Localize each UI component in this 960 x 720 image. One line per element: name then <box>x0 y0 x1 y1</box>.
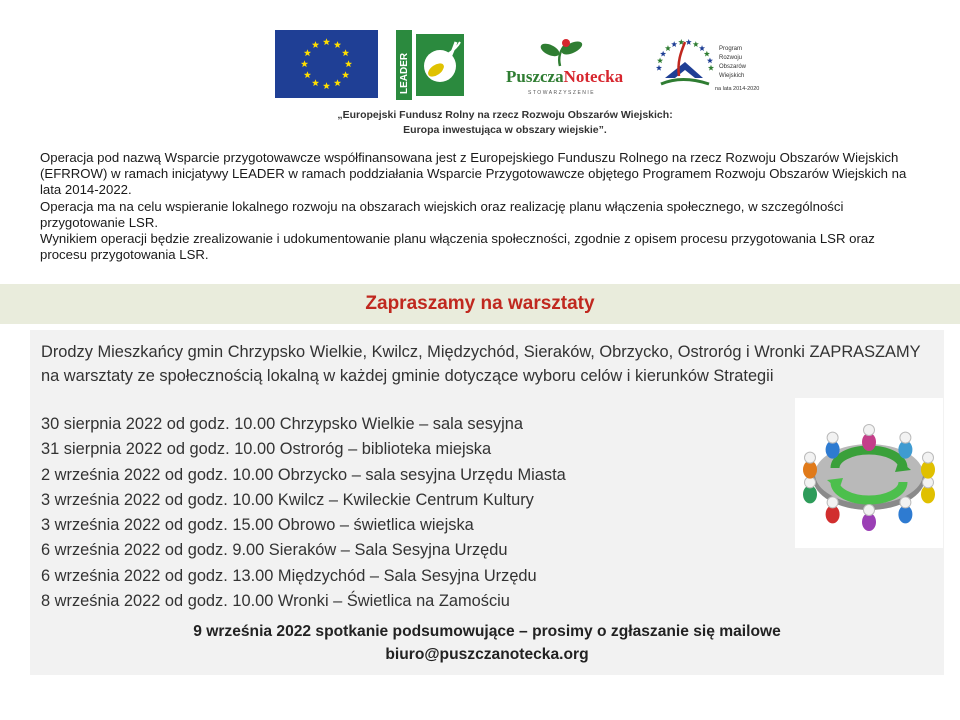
efrrow-caption-line1: „Europejski Fundusz Rolny na rzecz Rozwoju Obszarów Wiejskich: <box>337 109 673 121</box>
prow-line-3: Obszarów <box>719 64 747 70</box>
star-icon <box>660 51 666 57</box>
person-head <box>827 497 838 508</box>
eu-flag-icon <box>275 30 378 98</box>
leader-logo-icon <box>396 30 468 100</box>
invitation-intro: Drodzy Mieszkańcy gmin Chrzypsko Wielkie, Kwilcz, Międzychód, Sieraków, Obrzycko, Ostroróg i Wronki ZAPRASZAMY na warsztaty ze społecznością lokalną w każdej gminie dotyczące wyboru celów i kierunków Strategii <box>41 343 921 385</box>
svg-text:PuszczaNotecka <box>506 67 624 86</box>
person-head <box>900 432 911 443</box>
schedule-item: 3 września 2022 od godz. 15.00 Obrowo – świetlica wiejska <box>41 516 474 535</box>
logo-bar <box>0 28 960 100</box>
leader-logo-text: LEADER <box>399 52 410 94</box>
puszcza-notecka-logo-icon <box>500 36 630 98</box>
schedule-item: 8 września 2022 od godz. 10.00 Wronki – Świetlica na Zamościu <box>41 592 510 611</box>
contact-email: biuro@puszczanotecka.org <box>385 646 589 663</box>
schedule-item: 2 września 2022 od godz. 10.00 Obrzycko – sala sesyjna Urzędu Miasta <box>41 465 566 484</box>
summary-block <box>30 620 944 666</box>
efrrow-caption-line2: Europa inwestująca w obszary wiejskie”. <box>403 124 607 136</box>
schedule-item: 3 września 2022 od godz. 10.00 Kwilcz – Kwileckie Centrum Kultury <box>41 490 534 509</box>
star-icon <box>693 41 699 47</box>
person-head <box>805 452 816 463</box>
prow-logo-icon <box>655 32 765 98</box>
star-icon <box>704 51 710 57</box>
star-icon <box>657 57 663 63</box>
schedule-item: 30 sierpnia 2022 od godz. 10.00 Chrzypsko Wielkie – sala sesyjna <box>41 415 523 433</box>
star-icon <box>656 65 662 71</box>
summary-line: 9 września 2022 spotkanie podsumowujące – prosimy o zgłaszanie się mailowe <box>193 623 781 640</box>
operation-paragraph-2: Operacja ma na celu wspieranie lokalnego rozwoju na obszarach wiejskich oraz realizację planu włączenia społecznego, w szczególności przygotowanie LSR. <box>40 198 844 230</box>
star-icon <box>665 45 671 51</box>
person-head <box>923 452 934 463</box>
banner-title: Zapraszamy na warsztaty <box>365 293 595 314</box>
puszcza-name-b: Notecka <box>563 67 624 86</box>
person-head <box>827 432 838 443</box>
star-icon <box>707 57 713 63</box>
person-head <box>864 425 875 436</box>
prow-line-1: Program <box>719 46 743 52</box>
prow-line-2: Rozwoju <box>719 55 743 61</box>
person-head <box>864 505 875 516</box>
prow-line-4: Wiejskich <box>719 73 745 79</box>
star-icon <box>671 41 677 47</box>
puszcza-subtitle: STOWARZYSZENIE <box>528 90 596 96</box>
operation-paragraph-3: Wynikiem operacji będzie zrealizowanie i udokumentowanie planu włączenia społeczności, zgodnie z opisem procesu przygotowania LSR oraz procesu przygotowania LSR. <box>40 231 875 263</box>
schedule-item: 6 września 2022 od godz. 13.00 Międzychód – Sala Sesyjna Urzędu <box>41 566 537 585</box>
operation-description <box>40 150 920 263</box>
round-table-meeting-icon <box>795 398 943 548</box>
star-icon <box>708 65 714 71</box>
schedule-item: 31 sierpnia 2022 od godz. 10.00 Ostroróg – biblioteka miejska <box>41 440 492 459</box>
schedule-item: 6 września 2022 od godz. 9.00 Sieraków – Sala Sesyjna Urzędu <box>41 541 508 560</box>
operation-paragraph-1: Operacja pod nazwą Wsparcie przygotowawcze współfinansowana jest z Europejskiego Funduszu Rolnego na rzecz Rozwoju Obszarów Wiejskich (EFRROW) w ramach inicjatywy LEADER w ramach poddziałania Wsparcie Przygotowawcze objętego Programem Rozwoju Obszarów Wiejskich na lata 2014-2022. <box>40 150 907 198</box>
invitation-panel <box>30 330 944 675</box>
star-icon <box>686 39 692 45</box>
efrrow-caption <box>330 108 680 138</box>
invitation-banner <box>0 284 960 324</box>
puszcza-name-a: Puszcza <box>506 67 564 86</box>
svg-text:Program Rozwoju Ob <box>715 46 759 92</box>
person-head <box>900 497 911 508</box>
workshop-schedule <box>41 412 566 614</box>
prow-years: na lata 2014-2020 <box>715 86 760 92</box>
star-icon <box>699 45 705 51</box>
